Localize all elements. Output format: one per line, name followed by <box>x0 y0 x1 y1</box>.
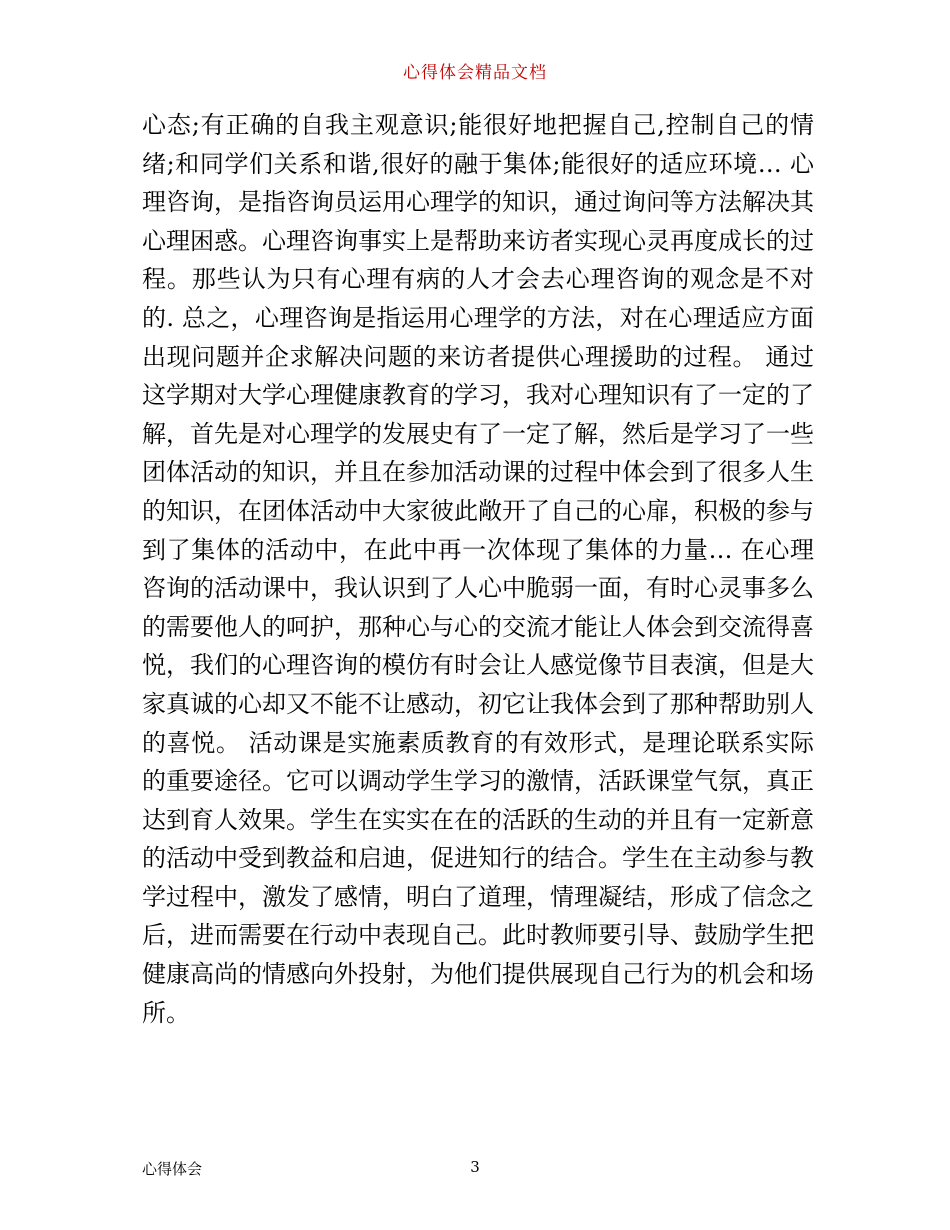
page-number: 3 <box>470 1158 480 1176</box>
document-body-text: 心态;有正确的自我主观意识;能很好地把握自己,控制自己的情绪;和同学们关系和谐,很好的融于集体;能很好的适应环境… 心理咨询，是指咨询员运用心理学的知识，通过询问等方法解决其心理困惑。心理咨询事实上是帮助来访者实现心灵再度成长的过程。那些认为只有心理有病的人才会去心理咨询的观念是不对的. 总之，心理咨询是指运用心理学的方法，对在心理适应方面出现问题并企求解决问题的来访者提供心理援助的过程。 通过这学期对大学心理健康教育的学习，我对心理知识有了一定的了解，首先是对心理学的发展史有了一定了解，然后是学习了一些团体活动的知识，并且在参加活动课的过程中体会到了很多人生的知识，在团体活动中大家彼此敞开了自己的心扉，积极的参与到了集体的活动中，在此中再一次体现了集体的力量… 在心理咨询的活动课中，我认识到了人心中脆弱一面，有时心灵事多么的需要他人的呵护，那种心与心的交流才能让人体会到交流得喜悦，我们的心理咨询的模仿有时会让人感觉像节目表演，但是大家真诚的心却又不能不让感动，初它让我体会到了那种帮助别人的喜悦。 活动课是实施素质教育的有效形式，是理论联系实际的重要途径。它可以调动学生学习的激情，活跃课堂气氛，真正达到育人效果。学生在实实在在的活跃的生动的并且有一定新意的活动中受到教益和启迪，促进知行的结合。学生在主动参与教学过程中，激发了感情，明白了道理，情理凝结，形成了信念之后，进而需要在行动中表现自己。此时教师要引导、鼓励学生把健康高尚的情感向外投射，为他们提供展现自己行为的机会和场所。 <box>142 111 814 1027</box>
footer-label: 心得体会 <box>142 1160 203 1178</box>
document-header-title: 心得体会精品文档 <box>403 63 547 83</box>
